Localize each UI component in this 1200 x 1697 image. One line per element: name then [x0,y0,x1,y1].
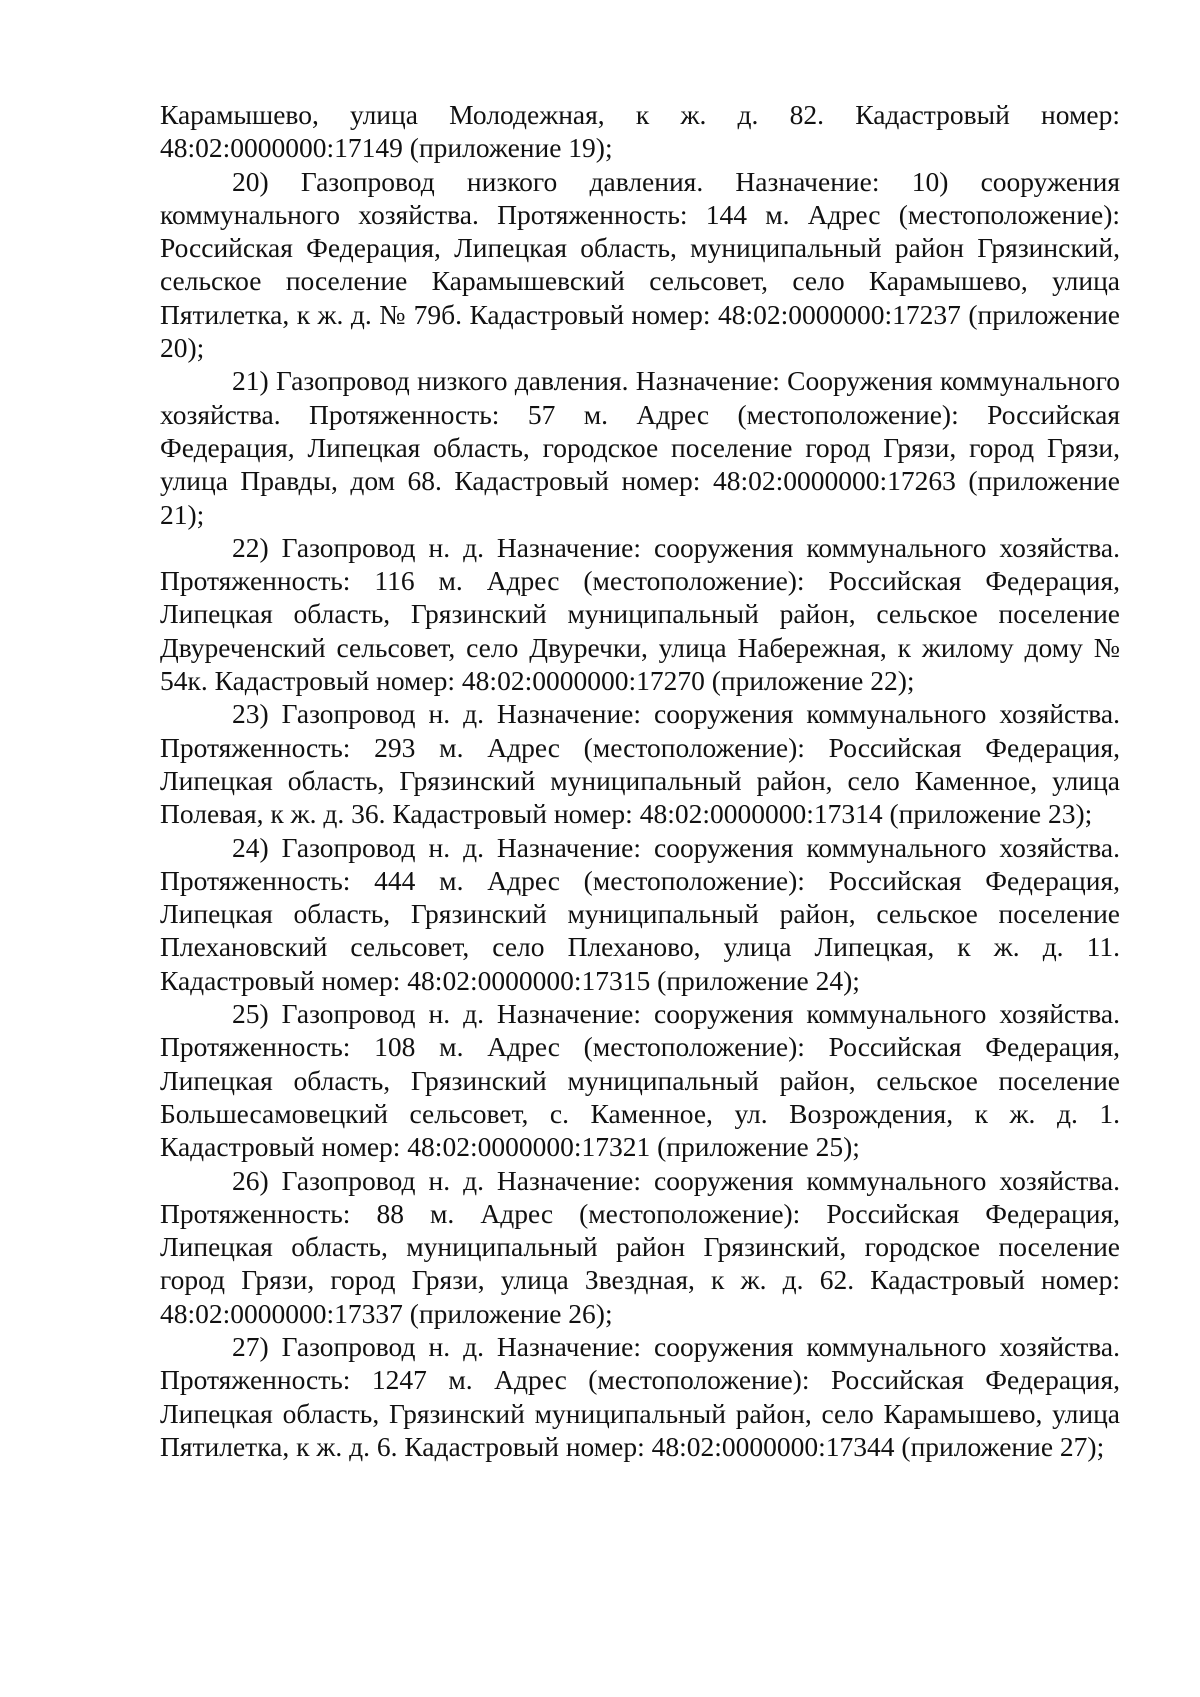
paragraph-text: Газопровод н. д. Назначение: сооружения коммунального хозяйства. Протяженность: 293 м. Адрес (местоположение): Российская Федерация, Липецкая область, Грязинский муниципальный район, село Каменное, улица Полевая, к ж. д. 36. Кадастровый номер: 48:02:0000000:17314 (приложение 23); [160,698,1120,830]
list-item-21 [160,364,1120,530]
paragraph-text: Газопровод н. д. Назначение: сооружения коммунального хозяйства. Протяженность: 88 м. Адрес (местоположение): Российская Федерация, Липецкая область, муниципальный район Грязинский, городское поселение город Грязи, город Грязи, улица Звездная, к ж. д. 62. Кадастровый номер: 48:02:0000000:17337 (приложение 26); [160,1164,1120,1329]
item-number: 23) [232,698,282,730]
list-item-20 [160,165,1120,365]
item-number: 25) [232,998,282,1030]
item-number: 24) [232,831,282,863]
list-item-26 [160,1164,1120,1330]
item-number: 22) [232,531,282,563]
list-item-24 [160,831,1120,997]
paragraph-continuation [160,98,1120,165]
list-item-22 [160,531,1120,697]
paragraph-text: Газопровод низкого давления. Назначение: Сооружения коммунального хозяйства. Протяженность: 57 м. Адрес (местоположение): Российская Федерация, Липецкая область, городское поселение город Грязи, город Грязи, улица Правды, дом 68. Кадастровый номер: 48:02:0000000:17263 (приложение 21); [160,365,1120,530]
paragraph-text: Газопровод н. д. Назначение: сооружения коммунального хозяйства. Протяженность: 1247 м. Адрес (местоположение): Российская Федерация, Липецкая область, Грязинский муниципальный район, село Карамышево, улица Пятилетка, к ж. д. 6. Кадастровый номер: 48:02:0000000:17344 (приложение 27); [160,1330,1120,1462]
paragraph-text: Газопровод н. д. Назначение: сооружения коммунального хозяйства. Протяженность: 108 м. Адрес (местоположение): Российская Федерация, Липецкая область, Грязинский муниципальный район, сельское поселение Большесамовецкий сельсовет, с. Каменное, ул. Возрождения, к ж. д. 1. Кадастровый номер: 48:02:0000000:17321 (приложение 25); [160,998,1120,1163]
item-number: 27) [232,1330,282,1362]
item-number: 20) [232,165,301,197]
paragraph-text: Карамышево, улица Молодежная, к ж. д. 82. Кадастровый номер: 48:02:0000000:17149 (приложение 19); [160,99,1120,164]
paragraph-text: Газопровод н. д. Назначение: сооружения коммунального хозяйства. Протяженность: 444 м. Адрес (местоположение): Российская Федерация, Липецкая область, Грязинский муниципальный район, сельское поселение Плехановский сельсовет, село Плеханово, улица Липецкая, к ж. д. 11. Кадастровый номер: 48:02:0000000:17315 (приложение 24); [160,831,1120,996]
list-item-27 [160,1330,1120,1463]
item-number: 21) [232,365,276,397]
item-number: 26) [232,1164,282,1196]
paragraph-text: Газопровод низкого давления. Назначение: 10) сооружения коммунального хозяйства. Протяженность: 144 м. Адрес (местоположение): Российская Федерация, Липецкая область, муниципальный район Грязинский, сельское поселение Карамышевский сельсовет, село Карамышево, улица Пятилетка, к ж. д. № 79б. Кадастровый номер: 48:02:0000000:17237 (приложение 20); [160,165,1120,364]
list-item-23 [160,697,1120,830]
list-item-25 [160,997,1120,1163]
paragraph-text: Газопровод н. д. Назначение: сооружения коммунального хозяйства. Протяженность: 116 м. Адрес (местоположение): Российская Федерация, Липецкая область, Грязинский муниципальный район, сельское поселение Двуреченский сельсовет, село Двуречки, улица Набережная, к жилому дому № 54к. Кадастровый номер: 48:02:0000000:17270 (приложение 22); [160,531,1120,697]
document-page [160,98,1120,1463]
